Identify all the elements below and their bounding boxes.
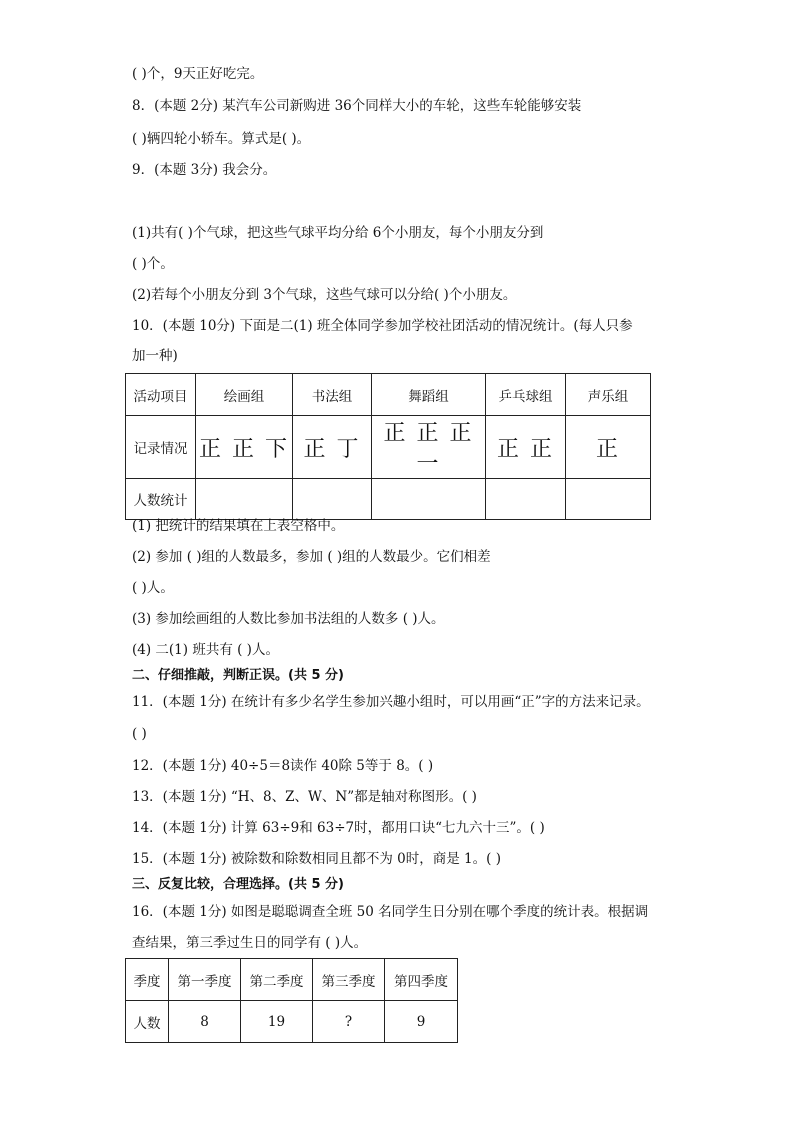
question-8-line1: 8．(本题 2分) 某汽车公司新购进 36个同样大小的车轮，这些车轮能够安装 — [132, 98, 582, 114]
question-13: 13．(本题 1分) “H、8、Z、W、N”都是轴对称图形。( ) — [132, 789, 477, 805]
row-label-tally: 记录情况 — [126, 416, 196, 479]
count-cell-dance[interactable] — [372, 479, 486, 520]
value-q1: 8 — [169, 1001, 241, 1043]
question-14: 14．(本题 1分) 计算 63÷9和 63÷7时，都用口诀“七九六十三”。( ) — [132, 820, 545, 836]
header-calligraphy: 书法组 — [293, 374, 372, 416]
count-cell-calligraphy[interactable] — [293, 479, 372, 520]
header-pingpong: 乒乓球组 — [486, 374, 566, 416]
tally-pingpong: 正 正 — [486, 416, 566, 479]
question-10-2-line2: ( )人。 — [132, 580, 174, 596]
header-painting: 绘画组 — [196, 374, 293, 416]
tally-vocal: 正 — [566, 416, 651, 479]
header-q4: 第四季度 — [385, 959, 458, 1001]
header-q1: 第一季度 — [169, 959, 241, 1001]
question-10-2-line1: (2) 参加 ( )组的人数最多，参加 ( )组的人数最少。它们相差 — [132, 549, 491, 565]
club-activity-table — [125, 373, 651, 520]
header-q3: 第三季度 — [313, 959, 385, 1001]
row-label-count: 人数统计 — [126, 479, 196, 520]
question-15: 15．(本题 1分) 被除数和除数相同且都不为 0时，商是 1。( ) — [132, 851, 501, 867]
question-16-line2: 查结果，第三季过生日的同学有 ( )人。 — [132, 935, 368, 951]
count-cell-painting[interactable] — [196, 479, 293, 520]
question-9-1-line2: ( )个。 — [132, 256, 174, 272]
question-16-line1: 16．(本题 1分) 如图是聪聪调查全班 50 名同学生日分别在哪个季度的统计表。根据调 — [132, 904, 649, 920]
value-q2: 19 — [241, 1001, 313, 1043]
question-10-line2: 加一种) — [132, 348, 178, 364]
header-quarter: 季度 — [126, 959, 169, 1001]
question-10-line1: 10．(本题 10分) 下面是二(1) 班全体同学参加学校社团活动的情况统计。(每人只参 — [132, 318, 633, 334]
question-11-line2: ( ) — [132, 726, 147, 742]
question-11-line1: 11．(本题 1分) 在统计有多少名学生参加兴趣小组时，可以用画“正”字的方法来记录。 — [132, 694, 650, 710]
row-label-people: 人数 — [126, 1001, 169, 1043]
line-q7-end: ( )个，9天正好吃完。 — [132, 66, 264, 82]
question-10-1: (1) 把统计的结果填在上表空格中。 — [132, 518, 345, 534]
count-cell-vocal[interactable] — [566, 479, 651, 520]
question-10-3: (3) 参加绘画组的人数比参加书法组的人数多 ( )人。 — [132, 611, 445, 627]
tally-painting: 正 正 下 — [196, 416, 293, 479]
header-activity: 活动项目 — [126, 374, 196, 416]
value-q4: 9 — [385, 1001, 458, 1043]
birthday-quarter-table — [125, 958, 458, 1043]
header-q2: 第二季度 — [241, 959, 313, 1001]
question-10-4: (4) 二(1) 班共有 ( )人。 — [132, 642, 279, 658]
section-2-heading: 二、仔细推敲，判断正误。(共 5 分) — [132, 668, 344, 683]
question-9-2: (2)若每个小朋友分到 3个气球，这些气球可以分给( )个小朋友。 — [132, 287, 517, 303]
value-q3: ? — [313, 1001, 385, 1043]
header-vocal: 声乐组 — [566, 374, 651, 416]
section-3-heading: 三、反复比较，合理选择。(共 5 分) — [132, 877, 344, 892]
question-8-line2: ( )辆四轮小轿车。算式是( )。 — [132, 131, 311, 147]
tally-dance: 正 正 正 一 — [372, 416, 486, 479]
header-dance: 舞蹈组 — [372, 374, 486, 416]
question-9-1-line1: (1)共有( )个气球，把这些气球平均分给 6个小朋友，每个小朋友分到 — [132, 225, 544, 241]
count-cell-pingpong[interactable] — [486, 479, 566, 520]
tally-calligraphy: 正 丁 — [293, 416, 372, 479]
question-12: 12．(本题 1分) 40÷5＝8读作 40除 5等于 8。( ) — [132, 758, 434, 774]
question-9-title: 9．(本题 3分) 我会分。 — [132, 162, 277, 178]
